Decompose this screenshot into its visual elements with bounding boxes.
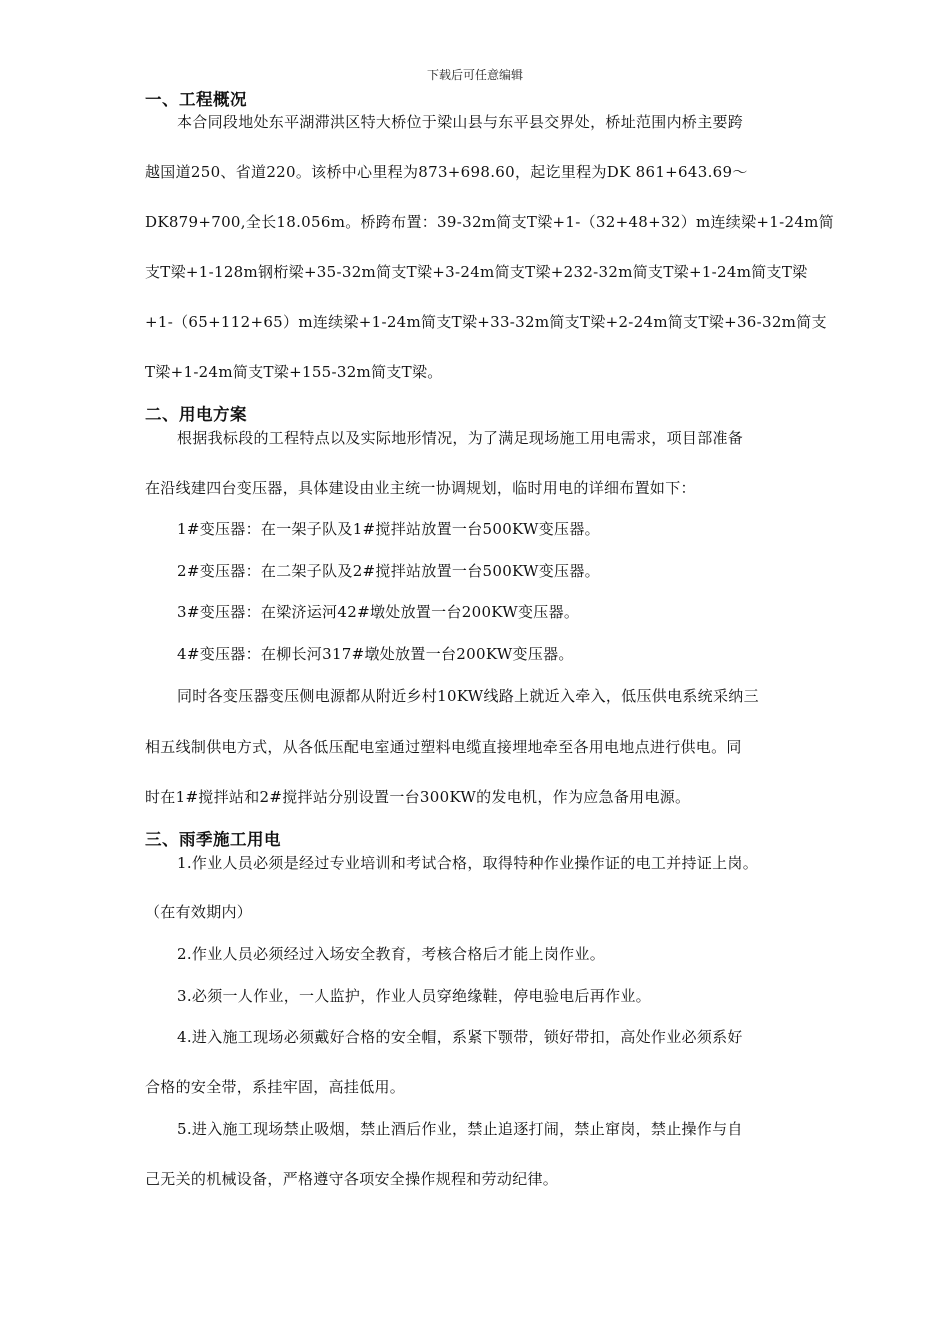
list-item: 3#变压器：在梁济运河42#墩处放置一台200KW变压器。	[177, 603, 580, 621]
paragraph-line: DK879+700,全长18.056m。桥跨布置：39-32m简支T梁+1-（32+48+32）m连续梁+1-24m简	[145, 213, 835, 231]
paragraph-line: 合格的安全带，系挂牢固，高挂低用。	[145, 1078, 406, 1096]
paragraph-line: T梁+1-24m简支T梁+155-32m简支T梁。	[145, 363, 443, 381]
paragraph-line: +1-（65+112+65）m连续梁+1-24m简支T梁+33-32m简支T梁+2-24m简支T梁+36-32m简支	[145, 313, 827, 331]
section-heading-power-plan: 二、用电方案	[145, 405, 247, 424]
paragraph-line: （在有效期内）	[145, 903, 253, 921]
section-heading-rainy-season: 三、雨季施工用电	[145, 830, 281, 849]
paragraph-line: 同时各变压器变压侧电源都从附近乡村10KW线路上就近入牵入，低压供电系统采纳三	[177, 687, 759, 705]
paragraph-line: 己无关的机械设备，严格遵守各项安全操作规程和劳动纪律。	[145, 1170, 559, 1188]
list-item: 4.进入施工现场必须戴好合格的安全帽，系紧下颚带，锁好带扣，高处作业必须系好	[177, 1028, 743, 1046]
list-item: 5.进入施工现场禁止吸烟，禁止酒后作业，禁止追逐打闹，禁止窜岗，禁止操作与自	[177, 1120, 743, 1138]
paragraph-line: 根据我标段的工程特点以及实际地形情况，为了满足现场施工用电需求，项目部准备	[177, 429, 744, 447]
paragraph-line: 支T梁+1-128m钢桁梁+35-32m简支T梁+3-24m简支T梁+232-32m简支T梁+1-24m简支T梁	[145, 263, 808, 281]
paragraph-line: 相五线制供电方式，从各低压配电室通过塑料电缆直接埋地牵至各用电地点进行供电。同	[145, 738, 742, 756]
paragraph-line: 本合同段地处东平湖滞洪区特大桥位于梁山县与东平县交界处，桥址范围内桥主要跨	[177, 113, 744, 131]
section-heading-overview: 一、工程概况	[145, 90, 247, 109]
page-header: 下载后可任意编辑	[426, 68, 523, 82]
paragraph-line: 时在1#搅拌站和2#搅拌站分别设置一台300KW的发电机，作为应急备用电源。	[145, 788, 691, 806]
paragraph-line: 在沿线建四台变压器，具体建设由业主统一协调规划，临时用电的详细布置如下：	[145, 479, 696, 497]
list-item: 4#变压器：在柳长河317#墩处放置一台200KW变压器。	[177, 645, 574, 663]
list-item: 2.作业人员必须经过入场安全教育，考核合格后才能上岗作业。	[177, 945, 606, 963]
list-item: 2#变压器：在二架子队及2#搅拌站放置一台500KW变压器。	[177, 562, 600, 580]
list-item: 1#变压器：在一架子队及1#搅拌站放置一台500KW变压器。	[177, 520, 600, 538]
list-item: 3.必须一人作业，一人监护，作业人员穿绝缘鞋，停电验电后再作业。	[177, 987, 651, 1005]
list-item: 1.作业人员必须是经过专业培训和考试合格，取得特种作业操作证的电工并持证上岗。	[177, 854, 759, 872]
paragraph-line: 越国道250、省道220。该桥中心里程为873+698.60，起讫里程为DK 861+643.69～	[145, 163, 748, 181]
